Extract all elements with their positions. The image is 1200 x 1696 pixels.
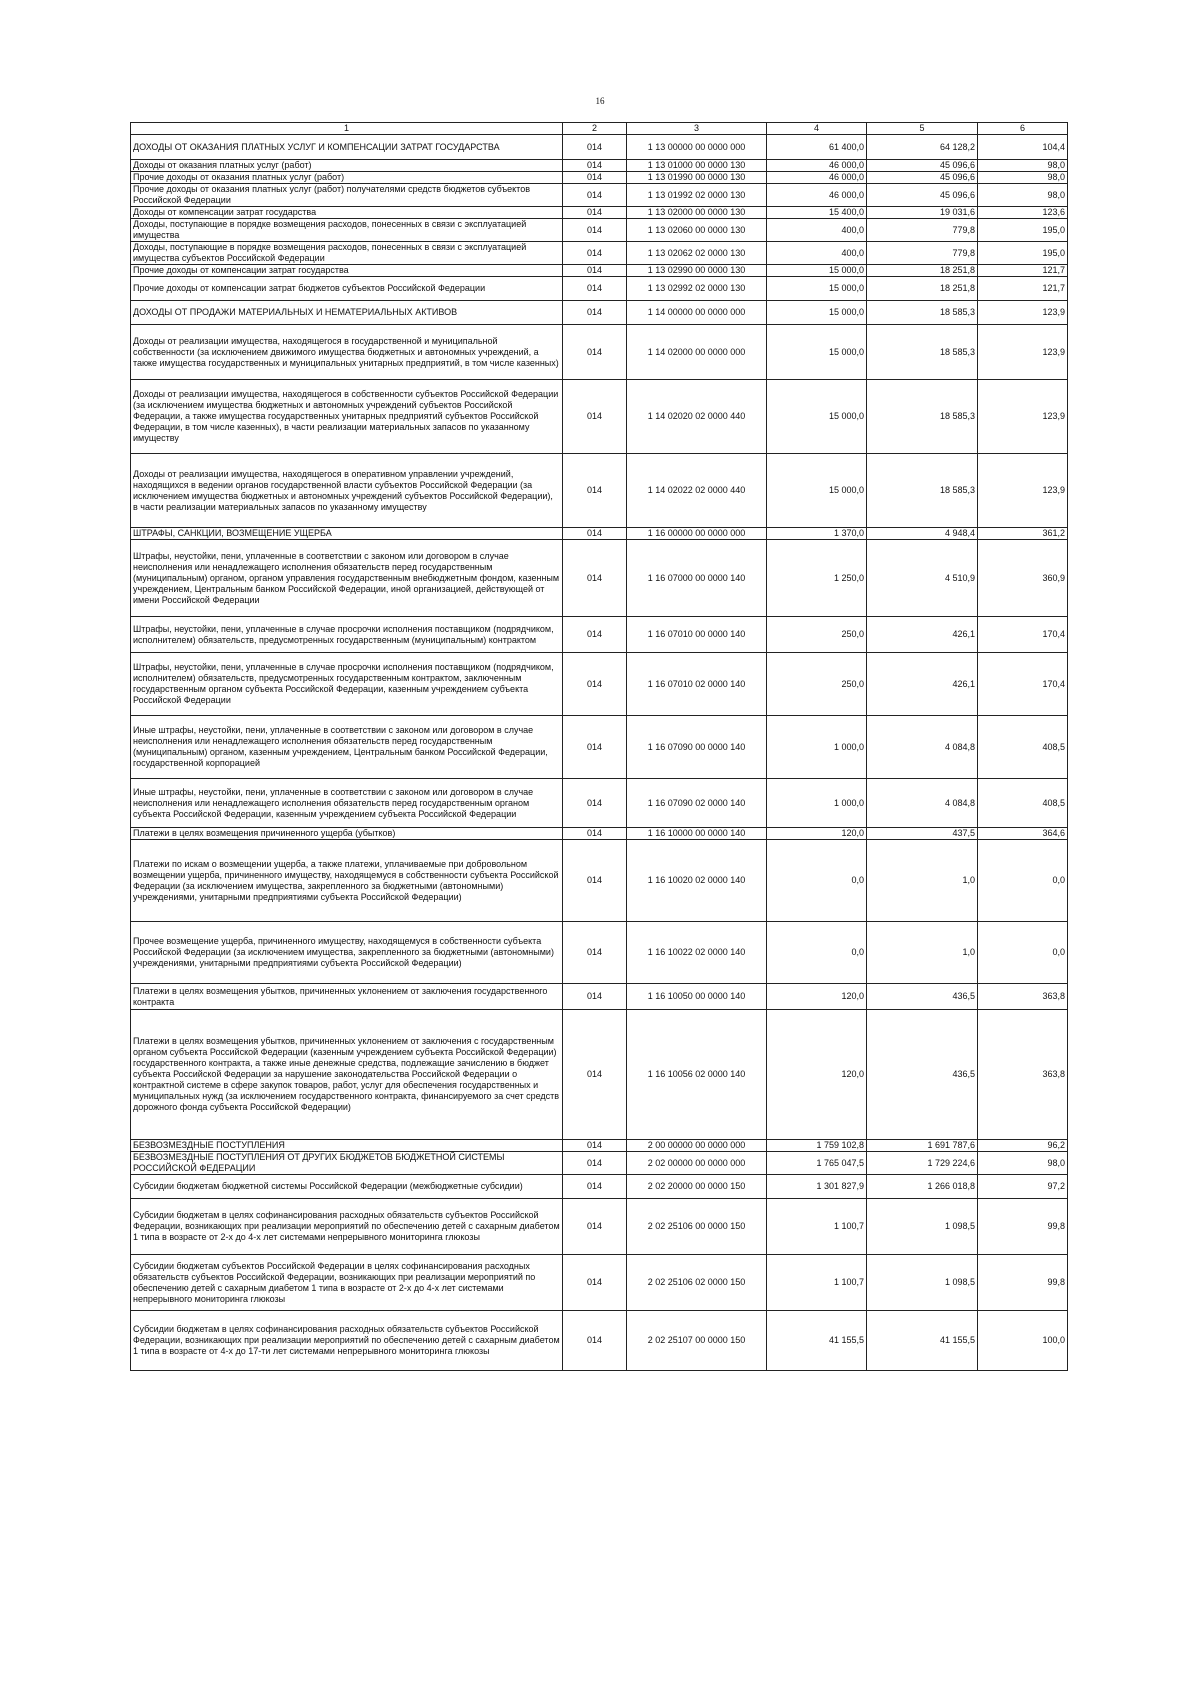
row-fact-value: 18 585,3: [867, 301, 978, 325]
row-name: Субсидии бюджетам бюджетной системы Российской Федерации (межбюджетные субсидии): [131, 1175, 563, 1199]
row-percent-value: 195,0: [978, 219, 1068, 242]
revenue-table: [130, 122, 1068, 1371]
table-row: [131, 301, 1068, 325]
row-admin-code: 014: [563, 135, 627, 160]
row-percent-value: 408,5: [978, 779, 1068, 828]
row-admin-code: 014: [563, 325, 627, 380]
row-name: ШТРАФЫ, САНКЦИИ, ВОЗМЕЩЕНИЕ УЩЕРБА: [131, 528, 563, 540]
row-fact-value: 18 585,3: [867, 454, 978, 528]
row-fact-value: 18 251,8: [867, 277, 978, 301]
row-budget-code: 1 16 07090 00 0000 140: [627, 716, 767, 779]
table-row: [131, 1010, 1068, 1140]
row-plan-value: 1 765 047,5: [767, 1152, 867, 1175]
row-budget-code: 1 13 01990 00 0000 130: [627, 172, 767, 184]
row-name: Прочие доходы от компенсации затрат бюджетов субъектов Российской Федерации: [131, 277, 563, 301]
row-budget-code: 1 13 02062 02 0000 130: [627, 242, 767, 265]
row-percent-value: 99,8: [978, 1255, 1068, 1311]
header-col-1: 1: [131, 123, 563, 135]
table-row: [131, 380, 1068, 454]
page-number: 16: [595, 96, 605, 106]
row-plan-value: 15 000,0: [767, 265, 867, 277]
row-percent-value: 123,9: [978, 380, 1068, 454]
table-row: [131, 172, 1068, 184]
row-budget-code: 1 13 01000 00 0000 130: [627, 160, 767, 172]
row-admin-code: 014: [563, 1311, 627, 1371]
table-row: [131, 1140, 1068, 1152]
row-plan-value: 46 000,0: [767, 184, 867, 207]
row-budget-code: 2 02 25106 02 0000 150: [627, 1255, 767, 1311]
row-fact-value: 437,5: [867, 828, 978, 840]
row-admin-code: 014: [563, 454, 627, 528]
row-fact-value: 779,8: [867, 242, 978, 265]
row-name: Иные штрафы, неустойки, пени, уплаченные в соответствии с законом или договором в случае неисполнения или ненадлежащего исполнения обязательств перед государственным органом субъекта Российской Федерации, казенным учреждением субъекта Российской Федерации: [131, 779, 563, 828]
row-name: Субсидии бюджетам в целях софинансирования расходных обязательств субъектов Российской Федерации, возникающих при реализации мероприятий по обеспечению детей с сахарным диабетом 1 типа в возрасте от 4-х до 17-ти лет системами непрерывного мониторинга глюкозы: [131, 1311, 563, 1371]
row-admin-code: 014: [563, 265, 627, 277]
row-budget-code: 1 16 07000 00 0000 140: [627, 540, 767, 617]
row-fact-value: 1 098,5: [867, 1255, 978, 1311]
row-fact-value: 4 510,9: [867, 540, 978, 617]
row-fact-value: 19 031,6: [867, 207, 978, 219]
row-plan-value: 120,0: [767, 1010, 867, 1140]
row-plan-value: 15 400,0: [767, 207, 867, 219]
row-admin-code: 014: [563, 1175, 627, 1199]
header-col-3: 3: [627, 123, 767, 135]
table-row: [131, 540, 1068, 617]
table-header-row: [131, 123, 1068, 135]
row-plan-value: 41 155,5: [767, 1311, 867, 1371]
row-name: Платежи в целях возмещения причиненного ущерба (убытков): [131, 828, 563, 840]
row-name: Доходы, поступающие в порядке возмещения расходов, понесенных в связи с эксплуатацией имущества субъектов Российской Федерации: [131, 242, 563, 265]
row-admin-code: 014: [563, 172, 627, 184]
row-plan-value: 400,0: [767, 219, 867, 242]
table-row: [131, 160, 1068, 172]
table-row: [131, 716, 1068, 779]
row-admin-code: 014: [563, 277, 627, 301]
row-name: Платежи по искам о возмещении ущерба, а также платежи, уплачиваемые при добровольном возмещении ущерба, причиненного имуществу, находящемуся в собственности субъекта Российской Федерации (за исключением имущества, закрепленного за бюджетными (автономными) учреждениями, унитарными предприятиями субъекта Российской Федерации): [131, 840, 563, 922]
row-plan-value: 120,0: [767, 828, 867, 840]
row-name: Прочие доходы от оказания платных услуг (работ): [131, 172, 563, 184]
row-budget-code: 1 13 01992 02 0000 130: [627, 184, 767, 207]
row-admin-code: 014: [563, 779, 627, 828]
row-fact-value: 1 729 224,6: [867, 1152, 978, 1175]
row-name: Доходы от реализации имущества, находящегося в собственности субъектов Российской Федерации (за исключением имущества бюджетных и автономных учреждений субъектов Российской Федерации, а также имущества государственных унитарных предприятий субъектов Российской Федерации, в том числе казенных), в части реализации материальных запасов по указанному имуществу: [131, 380, 563, 454]
row-percent-value: 0,0: [978, 922, 1068, 984]
row-budget-code: 2 02 00000 00 0000 000: [627, 1152, 767, 1175]
row-percent-value: 363,8: [978, 984, 1068, 1010]
row-plan-value: 250,0: [767, 617, 867, 653]
row-fact-value: 18 251,8: [867, 265, 978, 277]
table-row: [131, 528, 1068, 540]
row-budget-code: 1 14 00000 00 0000 000: [627, 301, 767, 325]
header-col-6: 6: [978, 123, 1068, 135]
row-percent-value: 408,5: [978, 716, 1068, 779]
row-percent-value: 360,9: [978, 540, 1068, 617]
row-percent-value: 96,2: [978, 1140, 1068, 1152]
row-budget-code: 1 16 10022 02 0000 140: [627, 922, 767, 984]
row-budget-code: 1 13 02060 00 0000 130: [627, 219, 767, 242]
row-budget-code: 1 14 02020 02 0000 440: [627, 380, 767, 454]
row-percent-value: 364,6: [978, 828, 1068, 840]
row-admin-code: 014: [563, 828, 627, 840]
row-budget-code: 1 16 00000 00 0000 000: [627, 528, 767, 540]
row-name: Доходы, поступающие в порядке возмещения расходов, понесенных в связи с эксплуатацией имущества: [131, 219, 563, 242]
row-fact-value: 1,0: [867, 840, 978, 922]
row-plan-value: 15 000,0: [767, 454, 867, 528]
row-percent-value: 363,8: [978, 1010, 1068, 1140]
row-plan-value: 1 370,0: [767, 528, 867, 540]
row-plan-value: 46 000,0: [767, 172, 867, 184]
row-name: ДОХОДЫ ОТ ОКАЗАНИЯ ПЛАТНЫХ УСЛУГ И КОМПЕНСАЦИИ ЗАТРАТ ГОСУДАРСТВА: [131, 135, 563, 160]
row-admin-code: 014: [563, 301, 627, 325]
row-plan-value: 1 000,0: [767, 716, 867, 779]
row-percent-value: 123,9: [978, 325, 1068, 380]
row-budget-code: 1 16 07010 02 0000 140: [627, 653, 767, 716]
table-row: [131, 840, 1068, 922]
row-percent-value: 99,8: [978, 1199, 1068, 1255]
table-row: [131, 828, 1068, 840]
row-name: Платежи в целях возмещения убытков, причиненных уклонением от заключения государственного контракта: [131, 984, 563, 1010]
row-budget-code: 1 13 00000 00 0000 000: [627, 135, 767, 160]
row-percent-value: 195,0: [978, 242, 1068, 265]
row-plan-value: 400,0: [767, 242, 867, 265]
row-percent-value: 104,4: [978, 135, 1068, 160]
row-percent-value: 98,0: [978, 172, 1068, 184]
row-name: Прочее возмещение ущерба, причиненного имуществу, находящемуся в собственности субъекта Российской Федерации (за исключением имущества, закрепленного за бюджетными (автономными) учреждениями, унитарными предприятиями субъекта Российской Федерации): [131, 922, 563, 984]
row-name: Доходы от реализации имущества, находящегося в государственной и муниципальной собственности (за исключением движимого имущества бюджетных и автономных учреждений, а также имущества государственных и муниципальных унитарных предприятий, в том числе казенных): [131, 325, 563, 380]
row-admin-code: 014: [563, 219, 627, 242]
row-name: Прочие доходы от оказания платных услуг (работ) получателями средств бюджетов субъектов Российской Федерации: [131, 184, 563, 207]
header-col-4: 4: [767, 123, 867, 135]
row-budget-code: 1 16 10056 02 0000 140: [627, 1010, 767, 1140]
row-name: ДОХОДЫ ОТ ПРОДАЖИ МАТЕРИАЛЬНЫХ И НЕМАТЕРИАЛЬНЫХ АКТИВОВ: [131, 301, 563, 325]
row-fact-value: 426,1: [867, 617, 978, 653]
table-row: [131, 184, 1068, 207]
row-name: Доходы от компенсации затрат государства: [131, 207, 563, 219]
row-admin-code: 014: [563, 653, 627, 716]
row-percent-value: 121,7: [978, 265, 1068, 277]
table-row: [131, 617, 1068, 653]
row-budget-code: 1 16 10000 00 0000 140: [627, 828, 767, 840]
table-row: [131, 1199, 1068, 1255]
row-budget-code: 2 02 20000 00 0000 150: [627, 1175, 767, 1199]
header-col-2: 2: [563, 123, 627, 135]
row-budget-code: 2 02 25107 00 0000 150: [627, 1311, 767, 1371]
row-percent-value: 98,0: [978, 184, 1068, 207]
table-row: [131, 325, 1068, 380]
row-fact-value: 41 155,5: [867, 1311, 978, 1371]
row-name: Субсидии бюджетам субъектов Российской Федерации в целях софинансирования расходных обязательств субъектов Российской Федерации, возникающих при реализации мероприятий по обеспечению детей с сахарным диабетом 1 типа в возрасте от 2-х до 4-х лет системами непрерывного мониторинга глюкозы: [131, 1255, 563, 1311]
row-budget-code: 1 16 07090 02 0000 140: [627, 779, 767, 828]
row-plan-value: 46 000,0: [767, 160, 867, 172]
row-admin-code: 014: [563, 1199, 627, 1255]
row-fact-value: 18 585,3: [867, 325, 978, 380]
row-plan-value: 1 100,7: [767, 1255, 867, 1311]
row-percent-value: 361,2: [978, 528, 1068, 540]
header-col-5: 5: [867, 123, 978, 135]
row-plan-value: 1 100,7: [767, 1199, 867, 1255]
row-fact-value: 1,0: [867, 922, 978, 984]
row-percent-value: 123,6: [978, 207, 1068, 219]
row-budget-code: 1 13 02000 00 0000 130: [627, 207, 767, 219]
row-percent-value: 98,0: [978, 160, 1068, 172]
row-admin-code: 014: [563, 716, 627, 779]
row-plan-value: 1 759 102,8: [767, 1140, 867, 1152]
row-plan-value: 15 000,0: [767, 277, 867, 301]
row-plan-value: 1 000,0: [767, 779, 867, 828]
row-percent-value: 123,9: [978, 454, 1068, 528]
row-admin-code: 014: [563, 184, 627, 207]
row-budget-code: 1 14 02000 00 0000 000: [627, 325, 767, 380]
row-budget-code: 1 16 10050 00 0000 140: [627, 984, 767, 1010]
row-plan-value: 0,0: [767, 840, 867, 922]
row-admin-code: 014: [563, 922, 627, 984]
row-budget-code: 1 13 02990 00 0000 130: [627, 265, 767, 277]
row-name: Доходы от оказания платных услуг (работ): [131, 160, 563, 172]
row-fact-value: 436,5: [867, 984, 978, 1010]
row-plan-value: 15 000,0: [767, 301, 867, 325]
row-name: Иные штрафы, неустойки, пени, уплаченные в соответствии с законом или договором в случае неисполнения или ненадлежащего исполнения обязательств перед государственным (муниципальным) органом, казенным учреждением, Центральным банком Российской Федерации, государственной корпорацией: [131, 716, 563, 779]
row-plan-value: 250,0: [767, 653, 867, 716]
table-row: [131, 277, 1068, 301]
row-plan-value: 1 250,0: [767, 540, 867, 617]
row-name: Субсидии бюджетам в целях софинансирования расходных обязательств субъектов Российской Федерации, возникающих при реализации мероприятий по обеспечению детей с сахарным диабетом 1 типа в возрасте от 2-х до 4-х лет системами непрерывного мониторинга глюкозы: [131, 1199, 563, 1255]
table-row: [131, 1311, 1068, 1371]
table-row: [131, 653, 1068, 716]
row-admin-code: 014: [563, 207, 627, 219]
row-admin-code: 014: [563, 984, 627, 1010]
row-name: БЕЗВОЗМЕЗДНЫЕ ПОСТУПЛЕНИЯ: [131, 1140, 563, 1152]
table-row: [131, 242, 1068, 265]
row-plan-value: 120,0: [767, 984, 867, 1010]
row-admin-code: 014: [563, 1010, 627, 1140]
row-plan-value: 61 400,0: [767, 135, 867, 160]
table-row: [131, 219, 1068, 242]
table-row: [131, 922, 1068, 984]
table-row: [131, 207, 1068, 219]
row-percent-value: 100,0: [978, 1311, 1068, 1371]
table-row: [131, 1175, 1068, 1199]
row-fact-value: 4 084,8: [867, 779, 978, 828]
row-name: Штрафы, неустойки, пени, уплаченные в случае просрочки исполнения поставщиком (подрядчиком, исполнителем) обязательств, предусмотренных государственным контрактом, заключенным государственным органом субъекта Российской Федерации, казенным учреждением субъекта Российской Федерации: [131, 653, 563, 716]
row-admin-code: 014: [563, 1152, 627, 1175]
table-row: [131, 454, 1068, 528]
row-fact-value: 4 084,8: [867, 716, 978, 779]
table-row: [131, 135, 1068, 160]
row-fact-value: 18 585,3: [867, 380, 978, 454]
row-fact-value: 45 096,6: [867, 172, 978, 184]
row-admin-code: 014: [563, 540, 627, 617]
row-percent-value: 97,2: [978, 1175, 1068, 1199]
row-fact-value: 45 096,6: [867, 160, 978, 172]
row-fact-value: 4 948,4: [867, 528, 978, 540]
row-fact-value: 45 096,6: [867, 184, 978, 207]
row-name: БЕЗВОЗМЕЗДНЫЕ ПОСТУПЛЕНИЯ ОТ ДРУГИХ БЮДЖЕТОВ БЮДЖЕТНОЙ СИСТЕМЫ РОССИЙСКОЙ ФЕДЕРАЦИИ: [131, 1152, 563, 1175]
row-admin-code: 014: [563, 1140, 627, 1152]
table-row: [131, 779, 1068, 828]
row-budget-code: 2 00 00000 00 0000 000: [627, 1140, 767, 1152]
row-fact-value: 426,1: [867, 653, 978, 716]
row-fact-value: 779,8: [867, 219, 978, 242]
row-admin-code: 014: [563, 528, 627, 540]
row-percent-value: 170,4: [978, 617, 1068, 653]
row-percent-value: 123,9: [978, 301, 1068, 325]
row-plan-value: 0,0: [767, 922, 867, 984]
row-admin-code: 014: [563, 160, 627, 172]
row-fact-value: 1 691 787,6: [867, 1140, 978, 1152]
row-percent-value: 121,7: [978, 277, 1068, 301]
table-row: [131, 265, 1068, 277]
row-percent-value: 0,0: [978, 840, 1068, 922]
row-name: Штрафы, неустойки, пени, уплаченные в случае просрочки исполнения поставщиком (подрядчиком, исполнителем) обязательств, предусмотренных государственным (муниципальным) контрактом: [131, 617, 563, 653]
row-fact-value: 64 128,2: [867, 135, 978, 160]
row-plan-value: 1 301 827,9: [767, 1175, 867, 1199]
row-admin-code: 014: [563, 840, 627, 922]
row-percent-value: 170,4: [978, 653, 1068, 716]
row-admin-code: 014: [563, 242, 627, 265]
row-budget-code: 1 16 10020 02 0000 140: [627, 840, 767, 922]
row-name: Прочие доходы от компенсации затрат государства: [131, 265, 563, 277]
row-admin-code: 014: [563, 617, 627, 653]
row-budget-code: 1 14 02022 02 0000 440: [627, 454, 767, 528]
row-budget-code: 2 02 25106 00 0000 150: [627, 1199, 767, 1255]
row-name: Штрафы, неустойки, пени, уплаченные в соответствии с законом или договором в случае неисполнения или ненадлежащего исполнения обязательств перед государственным (муниципальным) органом, органом управления государственным внебюджетным фондом, казенным учреждением, Центральным банком Российской Федерации, иной организацией, действующей от имени Российской Федерации: [131, 540, 563, 617]
table-row: [131, 1152, 1068, 1175]
row-admin-code: 014: [563, 380, 627, 454]
row-name: Доходы от реализации имущества, находящегося в оперативном управлении учреждений, находящихся в ведении органов государственной власти субъектов Российской Федерации (за исключением имущества бюджетных и автономных учреждений субъектов Российской Федерации), в части реализации материальных запасов по указанному имуществу: [131, 454, 563, 528]
row-admin-code: 014: [563, 1255, 627, 1311]
table-row: [131, 984, 1068, 1010]
row-plan-value: 15 000,0: [767, 380, 867, 454]
row-percent-value: 98,0: [978, 1152, 1068, 1175]
row-budget-code: 1 16 07010 00 0000 140: [627, 617, 767, 653]
table-row: [131, 1255, 1068, 1311]
row-budget-code: 1 13 02992 02 0000 130: [627, 277, 767, 301]
row-fact-value: 436,5: [867, 1010, 978, 1140]
row-fact-value: 1 098,5: [867, 1199, 978, 1255]
row-name: Платежи в целях возмещения убытков, причиненных уклонением от заключения с государственным органом субъекта Российской Федерации (казенным учреждением субъекта Российской Федерации) государственного контракта, а также иные денежные средства, подлежащие зачислению в бюджет субъекта Российской Федерации за нарушение законодательства Российской Федерации о контрактной системе в сфере закупок товаров, работ, услуг для обеспечения государственных и муниципальных нужд (за исключением государственного контракта, финансируемого за счет средств дорожного фонда субъекта Российской Федерации): [131, 1010, 563, 1140]
row-plan-value: 15 000,0: [767, 325, 867, 380]
row-fact-value: 1 266 018,8: [867, 1175, 978, 1199]
